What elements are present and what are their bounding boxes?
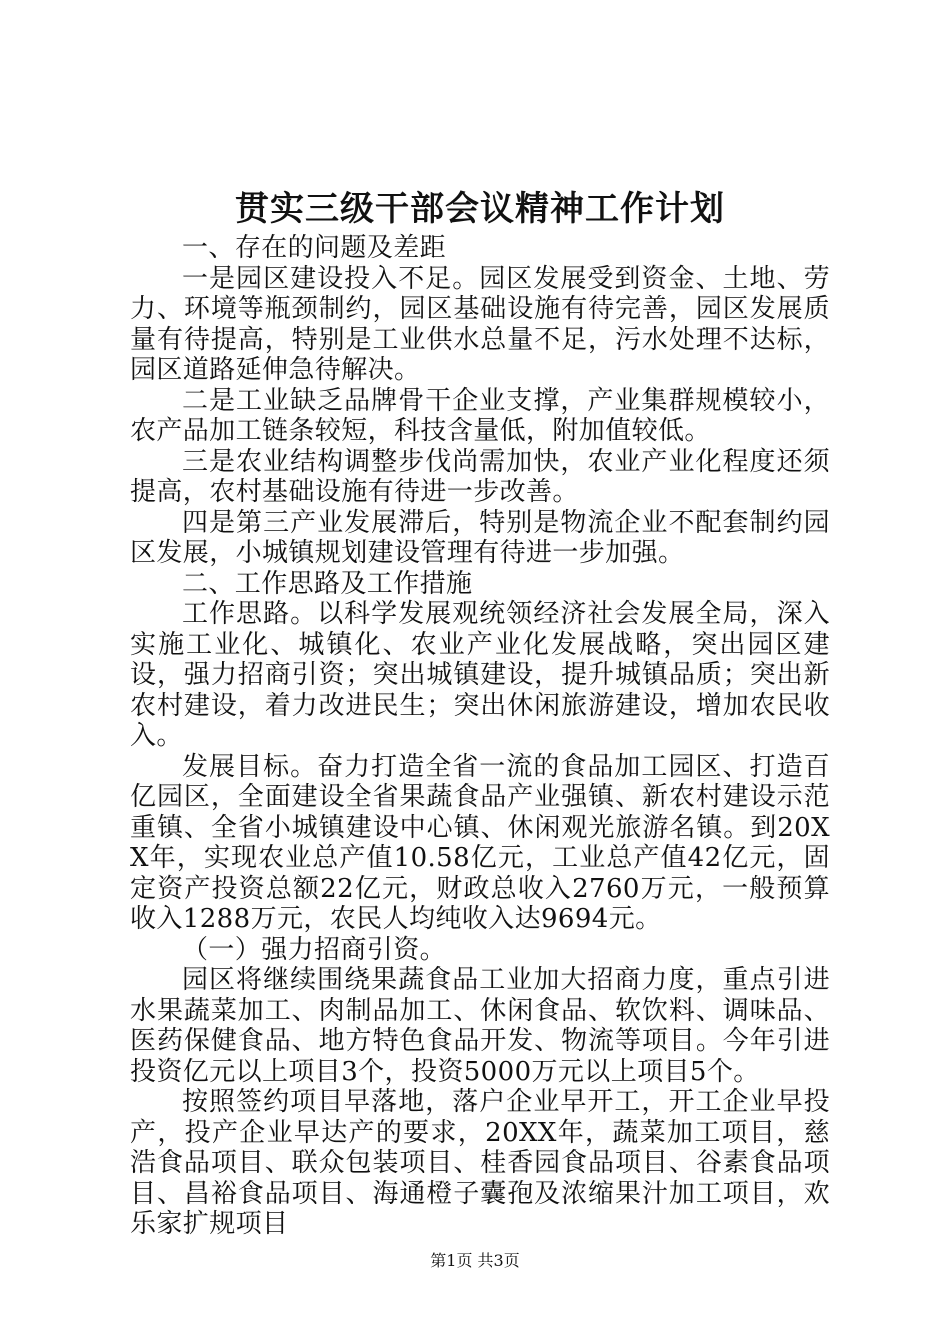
paragraph: 四是第三产业发展滞后，特别是物流企业不配套制约园区发展，小城镇规划建设管理有待进一步加强。 [130, 507, 830, 568]
document-title: 贯实三级干部会议精神工作计划 [235, 189, 725, 229]
paragraph: 二是工业缺乏品牌骨干企业支撑，产业集群规模较小，农产品加工链条较短，科技含量低，附加值较低。 [130, 385, 830, 446]
section-heading-1: 一、存在的问题及差距 [182, 233, 447, 263]
paragraph: 发展目标。奋力打造全省一流的食品加工园区、打造百亿园区，全面建设全省果蔬食品产业强镇、新农村建设示范重镇、全省小城镇建设中心镇、休闲观光旅游名镇。到20XX年，实现农业总产值10.58亿元，工业总产值42亿元，固定资产投资总额22亿元，财政总收入2760万元，一般预算收入1288万元，农民人均纯收入达9694元。 [130, 751, 830, 934]
page-footer: 第1页 共3页 [430, 1251, 520, 1270]
paragraph: 一是园区建设投入不足。园区发展受到资金、土地、劳力、环境等瓶颈制约，园区基础设施有待完善，园区发展质量有待提高，特别是工业供水总量不足，污水处理不达标，园区道路延伸急待解决。 [130, 263, 830, 385]
document-body [130, 233, 830, 1240]
paragraph: 三是农业结构调整步伐尚需加快，农业产业化程度还须提高，农村基础设施有待进一步改善。 [130, 446, 830, 507]
paragraph: 按照签约项目早落地，落户企业早开工，开工企业早投产，投产企业早达产的要求，20XX年，蔬菜加工项目，慈浩食品项目、联众包装项目、桂香园食品项目、谷素食品项目、昌裕食品项目、海通橙子囊孢及浓缩果汁加工项目，欢乐家扩规项目 [130, 1087, 830, 1239]
subsection-heading: （一）强力招商引资。 [182, 934, 447, 965]
paragraph: 园区将继续围绕果蔬食品工业加大招商力度，重点引进水果蔬菜加工、肉制品加工、休闲食品、软饮料、调味品、医药保健食品、地方特色食品开发、物流等项目。今年引进投资亿元以上项目3个，投资5000万元以上项目5个。 [130, 965, 830, 1087]
paragraph: 工作思路。以科学发展观统领经济社会发展全局，深入实施工业化、城镇化、农业产业化发展战略，突出园区建设，强力招商引资；突出城镇建设，提升城镇品质；突出新农村建设，着力改进民生；突出休闲旅游建设，增加农民收入。 [130, 599, 830, 751]
section-heading-2: 二、工作思路及工作措施 [182, 568, 473, 599]
document-page [130, 185, 830, 1240]
